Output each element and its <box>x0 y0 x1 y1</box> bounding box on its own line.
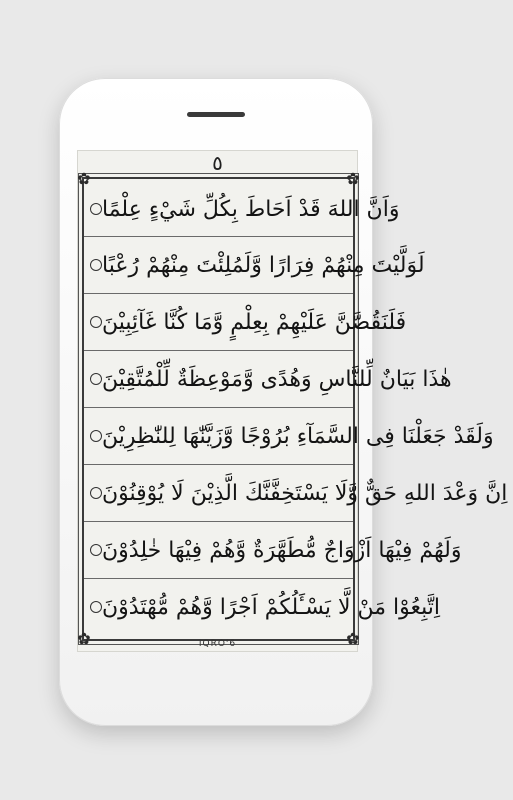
verse-text: هٰذَا بَيَانٌ لِّلنَّاسِ وَهُدًى وَّمَوْعِظَةٌ لِّلْمُتَّقِيْنَ <box>102 366 452 392</box>
line-divider <box>84 236 353 237</box>
verse-row[interactable] <box>84 298 407 346</box>
line-divider <box>84 293 353 294</box>
verse-text: وَاَنَّ اللهَ قَدْ اَحَاطَ بِكُلِّ شَيْءٍ عِلْمًا <box>102 196 400 222</box>
verse-end-marker-icon <box>90 430 102 442</box>
corner-ornament-icon: ✿ <box>77 629 91 648</box>
quran-page-screen[interactable] <box>77 150 508 652</box>
verse-row[interactable] <box>84 185 400 233</box>
verse-text: اِتَّبِعُوْا مَنْ لَّا يَسْـَٔلُكُمْ اَجْرًا وَّهُمْ مُّهْتَدُوْنَ <box>102 594 440 620</box>
verse-text: لَوَلَّيْتَ مِنْهُمْ فِرَارًا وَّلَمُلِئْتَ مِنْهُمْ رُعْبًا <box>102 252 425 278</box>
verse-end-marker-icon <box>90 487 102 499</box>
corner-ornament-icon: ✿ <box>346 629 360 648</box>
verse-row[interactable] <box>84 355 452 403</box>
line-divider <box>84 521 353 522</box>
verse-end-marker-icon <box>90 259 102 271</box>
corner-ornament-icon: ✿ <box>77 169 91 188</box>
corner-ornament-icon: ✿ <box>346 169 360 188</box>
line-divider <box>84 407 353 408</box>
verse-text: وَلَهُمْ فِيْهَا اَزْوَاجٌ مُّطَهَّرَةٌ وَّهُمْ فِيْهَا خٰلِدُوْنَ <box>102 537 462 563</box>
verse-end-marker-icon <box>90 203 102 215</box>
line-divider <box>84 464 353 465</box>
verse-end-marker-icon <box>90 373 102 385</box>
verse-row[interactable] <box>84 412 494 460</box>
verse-row[interactable] <box>84 526 462 574</box>
page-number: ٥ <box>212 151 223 175</box>
line-divider <box>84 578 353 579</box>
verse-list <box>84 179 508 639</box>
speaker-grille <box>187 112 245 117</box>
book-footer-label: IQRO'6 <box>198 639 237 649</box>
verse-text: وَلَقَدْ جَعَلْنَا فِى السَّمَآءِ بُرُوْجًا وَّزَيَّنّٰهَا لِلنّٰظِرِيْنَ <box>102 423 494 449</box>
verse-text: اِنَّ وَعْدَ اللهِ حَقٌّ وَّلَا يَسْتَخِفَّنَّكَ الَّذِيْنَ لَا يُوْقِنُوْنَ <box>102 480 508 506</box>
verse-row[interactable] <box>84 469 508 517</box>
verse-text: فَلَنَقُصَّنَّ عَلَيْهِمْ بِعِلْمٍ وَّمَا كُنَّا غَآئِبِيْنَ <box>102 309 407 335</box>
verse-end-marker-icon <box>90 601 102 613</box>
verse-end-marker-icon <box>90 544 102 556</box>
verse-row[interactable] <box>84 241 425 289</box>
line-divider <box>84 350 353 351</box>
verse-end-marker-icon <box>90 316 102 328</box>
verse-row[interactable] <box>84 583 440 631</box>
